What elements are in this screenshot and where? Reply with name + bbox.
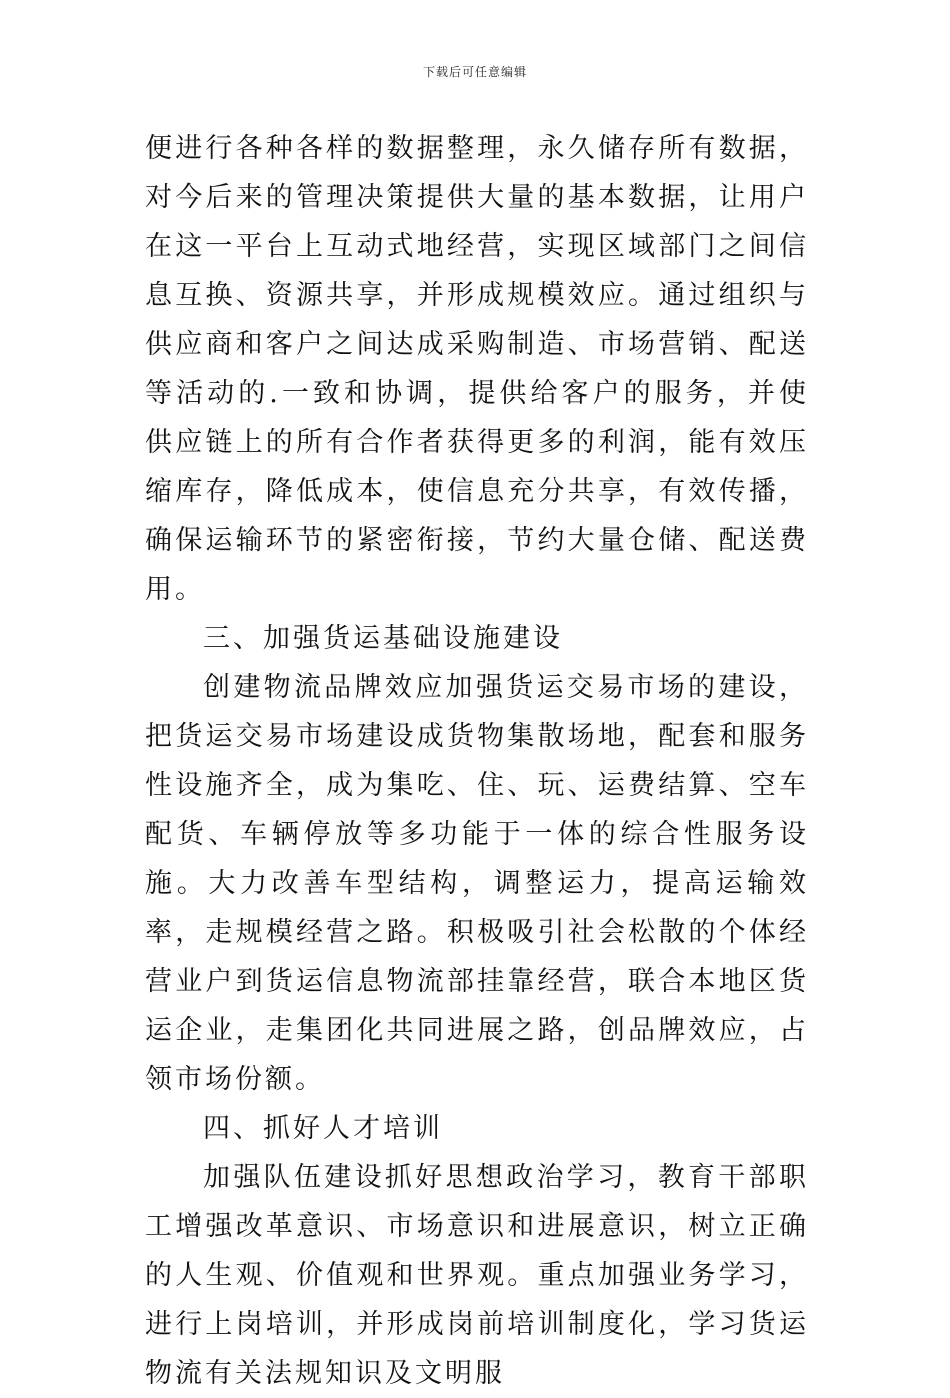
page-header: 下载后可任意编辑: [422, 65, 527, 79]
body-paragraph: 创建物流品牌效应加强货运交易市场的建设，把货运交易市场建设成货物集散场地，配套和服务性设施齐全，成为集吃、住、玩、运费结算、空车配货、车辆停放等多功能于一体的综合性服务设施。大力改善车型结构，调整运力，提高运输效率，走规模经营之路。积极吸引社会松散的个体经营业户到货运信息物流部挂靠经营，联合本地区货运企业，走集团化共同进展之路，创品牌效应，占领市场份额。: [145, 672, 809, 1095]
document-body: [145, 124, 809, 1398]
body-paragraph: 便进行各种各样的数据整理，永久储存所有数据，对今后来的管理决策提供大量的基本数据，让用户在这一平台上互动式地经营，实现区域部门之间信息互换、资源共享，并形成规模效应。通过组织与供应商和客户之间达成采购制造、市场营销、配送等活动的.一致和协调，提供给客户的服务，并使供应链上的所有合作者获得更多的利润，能有效压缩库存，降低成本，使信息充分共享，有效传播，确保运输环节的紧密衔接，节约大量仓储、配送费用。: [145, 133, 809, 605]
section-heading-3: 三、加强货运基础设施建设: [203, 623, 563, 654]
body-paragraph: 加强队伍建设抓好思想政治学习，教育干部职工增强改革意识、市场意识和进展意识，树立正确的人生观、价值观和世界观。重点加强业务学习，进行上岗培训，并形成岗前培训制度化，学习货运物流有关法规知识及文明服: [145, 1162, 809, 1389]
section-heading-4: 四、抓好人才培训: [203, 1113, 443, 1144]
